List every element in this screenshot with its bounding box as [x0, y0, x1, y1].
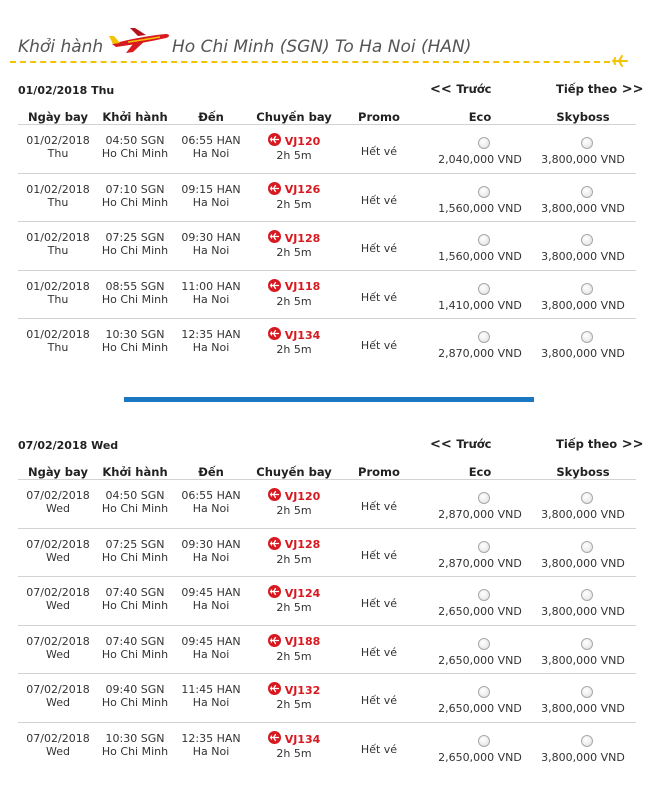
eco-fare-price: 2,870,000 VND — [438, 347, 522, 361]
flight-code: VJ128 — [284, 538, 321, 552]
column-header-date: Ngày bay — [28, 465, 88, 479]
departure-city: Ho Chi Minh — [101, 745, 169, 758]
flight-code: VJ188 — [284, 635, 321, 649]
route-title: Ho Chi Minh (SGN) To Ha Noi (HAN) — [172, 37, 472, 57]
airline-plane-icon — [268, 537, 281, 553]
departure-city: Ho Chi Minh — [101, 341, 169, 355]
skyboss-fare-price: 3,800,000 VND — [541, 556, 625, 570]
arrival-city: Ha Noi — [192, 502, 230, 515]
promo-status: Hết vé — [360, 645, 398, 659]
eco-fare-radio[interactable] — [478, 686, 490, 698]
arrival-time: 09:15 HAN — [181, 182, 241, 196]
eco-fare-radio[interactable] — [478, 331, 490, 343]
skyboss-fare-radio[interactable] — [581, 234, 593, 246]
flight-duration: 2h 5m — [276, 149, 312, 162]
airline-plane-icon — [268, 682, 281, 698]
flight-code: VJ132 — [284, 683, 321, 697]
column-header-arrive: Đến — [198, 465, 224, 479]
flight-duration: 2h 5m — [276, 197, 312, 211]
column-header-eco: Eco — [468, 110, 492, 124]
airline-plane-icon — [268, 585, 281, 601]
eco-fare-price: 1,410,000 VND — [438, 298, 522, 312]
column-header-skyboss: Skyboss — [556, 110, 610, 124]
flight-duration: 2h 5m — [276, 294, 312, 308]
eco-fare-radio[interactable] — [478, 589, 490, 601]
eco-fare-price: 2,650,000 VND — [438, 653, 522, 667]
flight-weekday: Thu — [47, 341, 69, 355]
airline-plane-icon — [268, 182, 281, 198]
section-date: 01/02/2018 Thu — [18, 84, 115, 97]
airline-plane-icon — [268, 327, 281, 343]
skyboss-fare-price: 3,800,000 VND — [541, 298, 625, 312]
flight-code: VJ120 — [284, 134, 321, 148]
arrival-city: Ha Noi — [192, 341, 230, 355]
eco-fare-price: 2,650,000 VND — [438, 605, 522, 619]
departure-time: 07:25 SGN — [105, 231, 165, 245]
skyboss-fare-radio[interactable] — [581, 735, 593, 747]
flight-date: 07/02/2018 — [26, 537, 90, 551]
eco-fare-radio[interactable] — [478, 137, 490, 149]
flight-code-wrap — [268, 230, 321, 246]
flight-code-wrap — [268, 537, 321, 553]
next-label: Tiếp theo — [556, 437, 618, 451]
flight-code-wrap — [268, 133, 321, 149]
flight-date: 01/02/2018 — [26, 231, 90, 245]
promo-status: Hết vé — [360, 242, 398, 256]
departure-time: 07:10 SGN — [105, 182, 165, 196]
eco-fare-radio[interactable] — [478, 492, 490, 504]
flight-weekday: Thu — [47, 147, 69, 160]
skyboss-fare-price: 3,800,000 VND — [541, 751, 625, 764]
departure-city: Ho Chi Minh — [101, 244, 169, 258]
arrival-time: 11:00 HAN — [181, 279, 241, 293]
column-header-eco: Eco — [468, 465, 492, 479]
flight-row — [18, 318, 636, 367]
departure-city: Ho Chi Minh — [101, 502, 169, 515]
promo-status: Hết vé — [360, 548, 398, 562]
flight-date: 07/02/2018 — [26, 683, 90, 697]
page-header — [0, 0, 660, 70]
column-header-flight: Chuyến bay — [256, 465, 332, 479]
skyboss-fare-radio[interactable] — [581, 186, 593, 198]
skyboss-fare-price: 3,800,000 VND — [541, 702, 625, 716]
flight-code: VJ124 — [284, 586, 321, 600]
flight-code-wrap — [268, 634, 321, 650]
flight-code-wrap — [268, 182, 321, 198]
skyboss-fare-radio[interactable] — [581, 638, 593, 650]
eco-fare-price: 1,560,000 VND — [438, 201, 522, 215]
skyboss-fare-price: 3,800,000 VND — [541, 508, 625, 521]
eco-fare-radio[interactable] — [478, 234, 490, 246]
flight-date: 01/02/2018 — [26, 134, 90, 147]
prev-day-link[interactable] — [430, 437, 491, 452]
flight-date: 01/02/2018 — [26, 279, 90, 293]
flight-duration: 2h 5m — [276, 698, 312, 712]
skyboss-fare-price: 3,800,000 VND — [541, 250, 625, 264]
flight-weekday: Thu — [47, 244, 69, 258]
flight-weekday: Wed — [46, 502, 70, 515]
arrival-time: 09:30 HAN — [181, 231, 241, 245]
flight-duration: 2h 5m — [276, 343, 312, 357]
eco-fare-radio[interactable] — [478, 186, 490, 198]
prev-label: Trước — [456, 437, 492, 451]
plane-end-icon — [612, 53, 628, 73]
flight-date: 07/02/2018 — [26, 634, 90, 648]
promo-status: Hết vé — [360, 500, 398, 513]
arrival-city: Ha Noi — [192, 550, 230, 564]
airline-plane-icon — [268, 731, 281, 747]
departure-time: 10:30 SGN — [105, 328, 165, 342]
arrival-time: 11:45 HAN — [181, 683, 241, 697]
departure-city: Ho Chi Minh — [101, 550, 169, 564]
skyboss-fare-price: 3,800,000 VND — [541, 347, 625, 361]
next-day-link[interactable] — [556, 437, 644, 452]
promo-status: Hết vé — [360, 339, 398, 353]
flight-duration: 2h 5m — [276, 601, 312, 615]
airline-plane-icon — [268, 634, 281, 650]
airline-plane-icon — [268, 279, 281, 295]
eco-fare-price: 2,040,000 VND — [438, 153, 522, 166]
arrival-time: 09:45 HAN — [181, 634, 241, 648]
flight-code: VJ118 — [284, 280, 321, 294]
skyboss-fare-price: 3,800,000 VND — [541, 605, 625, 619]
flight-code: VJ134 — [284, 732, 321, 746]
flight-date: 07/02/2018 — [26, 489, 90, 502]
promo-status: Hết vé — [360, 597, 398, 611]
next-day-link[interactable] — [556, 82, 644, 97]
skyboss-fare-price: 3,800,000 VND — [541, 653, 625, 667]
flight-row — [18, 173, 636, 222]
eco-fare-price: 2,650,000 VND — [438, 751, 522, 764]
header-title: Khởi hành — [18, 37, 104, 57]
departure-time: 07:40 SGN — [105, 586, 165, 600]
arrival-city: Ha Noi — [192, 292, 230, 306]
flight-duration: 2h 5m — [276, 504, 312, 517]
departure-time: 10:30 SGN — [105, 732, 165, 745]
arrival-time: 09:30 HAN — [181, 537, 241, 551]
departure-city: Ho Chi Minh — [101, 599, 169, 613]
flight-code-wrap — [268, 279, 321, 295]
prev-day-link[interactable] — [430, 82, 491, 97]
departure-city: Ho Chi Minh — [101, 696, 169, 710]
promo-status: Hết vé — [360, 694, 398, 708]
flight-code-wrap — [268, 327, 321, 343]
arrival-city: Ha Noi — [192, 244, 230, 258]
section-date: 07/02/2018 Wed — [18, 439, 119, 452]
eco-fare-price: 2,650,000 VND — [438, 702, 522, 716]
double-chevron-right-icon: >> — [617, 437, 644, 452]
flight-weekday: Wed — [46, 745, 70, 758]
arrival-time: 09:45 HAN — [181, 586, 241, 600]
flight-weekday: Wed — [46, 550, 70, 564]
column-header-promo: Promo — [358, 465, 400, 479]
arrival-city: Ha Noi — [192, 195, 230, 209]
column-header-skyboss: Skyboss — [556, 465, 610, 479]
eco-fare-radio[interactable] — [478, 283, 490, 295]
departure-time: 07:25 SGN — [105, 537, 165, 551]
arrival-city: Ha Noi — [192, 147, 230, 160]
flight-row — [18, 270, 636, 319]
next-label: Tiếp theo — [556, 82, 618, 96]
flight-row — [18, 221, 636, 270]
flight-row — [18, 528, 636, 577]
flight-date: 07/02/2018 — [26, 586, 90, 600]
arrival-time: 06:55 HAN — [181, 134, 241, 147]
flight-duration: 2h 5m — [276, 747, 312, 760]
skyboss-fare-radio[interactable] — [581, 283, 593, 295]
skyboss-fare-radio[interactable] — [581, 492, 593, 504]
column-header-flight: Chuyến bay — [256, 110, 332, 124]
airline-plane-icon — [268, 230, 281, 246]
promo-status: Hết vé — [360, 145, 398, 158]
skyboss-fare-radio[interactable] — [581, 589, 593, 601]
departure-time: 04:50 SGN — [105, 489, 165, 502]
departure-time: 08:55 SGN — [105, 279, 165, 293]
departure-city: Ho Chi Minh — [101, 195, 169, 209]
column-header-depart: Khởi hành — [102, 110, 168, 124]
flight-weekday: Wed — [46, 599, 70, 613]
arrival-city: Ha Noi — [192, 599, 230, 613]
flight-duration: 2h 5m — [276, 552, 312, 566]
skyboss-fare-radio[interactable] — [581, 331, 593, 343]
column-header-arrive: Đến — [198, 110, 224, 124]
arrival-city: Ha Noi — [192, 647, 230, 661]
flight-weekday: Thu — [47, 195, 69, 209]
skyboss-fare-price: 3,800,000 VND — [541, 153, 625, 166]
skyboss-fare-radio[interactable] — [581, 686, 593, 698]
arrival-city: Ha Noi — [192, 745, 230, 758]
skyboss-fare-price: 3,800,000 VND — [541, 201, 625, 215]
prev-label: Trước — [456, 82, 492, 96]
flight-duration: 2h 5m — [276, 649, 312, 663]
arrival-time: 06:55 HAN — [181, 489, 241, 502]
header-dashed-divider — [10, 61, 610, 63]
column-header-depart: Khởi hành — [102, 465, 168, 479]
departure-time: 04:50 SGN — [105, 134, 165, 147]
arrival-time: 12:35 HAN — [181, 328, 241, 342]
flight-row — [18, 625, 636, 674]
flight-code-wrap — [268, 731, 321, 747]
flight-duration: 2h 5m — [276, 246, 312, 260]
departure-city: Ho Chi Minh — [101, 147, 169, 160]
airplane-logo-icon — [108, 26, 172, 60]
flight-weekday: Wed — [46, 647, 70, 661]
double-chevron-left-icon: << — [430, 82, 457, 97]
eco-fare-radio[interactable] — [478, 541, 490, 553]
flight-date: 07/02/2018 — [26, 732, 90, 745]
eco-fare-price: 2,870,000 VND — [438, 508, 522, 521]
flight-row — [18, 576, 636, 625]
flight-code: VJ128 — [284, 231, 321, 245]
airline-plane-icon — [268, 488, 281, 504]
flight-code-wrap — [268, 585, 321, 601]
flight-code-wrap — [268, 488, 321, 504]
column-header-promo: Promo — [358, 110, 400, 124]
eco-fare-radio[interactable] — [478, 638, 490, 650]
flight-weekday: Thu — [47, 292, 69, 306]
departure-time: 09:40 SGN — [105, 683, 165, 697]
eco-fare-radio[interactable] — [478, 735, 490, 747]
eco-fare-price: 1,560,000 VND — [438, 250, 522, 264]
flight-code: VJ126 — [284, 183, 321, 197]
column-header-date: Ngày bay — [28, 110, 88, 124]
eco-fare-price: 2,870,000 VND — [438, 556, 522, 570]
flight-row — [18, 722, 636, 771]
arrival-city: Ha Noi — [192, 696, 230, 710]
double-chevron-right-icon: >> — [617, 82, 644, 97]
flight-code: VJ134 — [284, 328, 321, 342]
airline-plane-icon — [268, 133, 281, 149]
flight-row — [18, 673, 636, 722]
flight-code: VJ120 — [284, 489, 321, 503]
skyboss-fare-radio[interactable] — [581, 541, 593, 553]
arrival-time: 12:35 HAN — [181, 732, 241, 745]
departure-city: Ho Chi Minh — [101, 647, 169, 661]
skyboss-fare-radio[interactable] — [581, 137, 593, 149]
flight-row — [18, 479, 636, 528]
section-divider — [124, 397, 534, 402]
promo-status: Hết vé — [360, 743, 398, 756]
flight-date: 01/02/2018 — [26, 182, 90, 196]
flight-code-wrap — [268, 682, 321, 698]
double-chevron-left-icon: << — [430, 437, 457, 452]
departure-time: 07:40 SGN — [105, 634, 165, 648]
departure-city: Ho Chi Minh — [101, 292, 169, 306]
flight-weekday: Wed — [46, 696, 70, 710]
flight-row — [18, 124, 636, 173]
promo-status: Hết vé — [360, 193, 398, 207]
promo-status: Hết vé — [360, 290, 398, 304]
flight-date: 01/02/2018 — [26, 328, 90, 342]
